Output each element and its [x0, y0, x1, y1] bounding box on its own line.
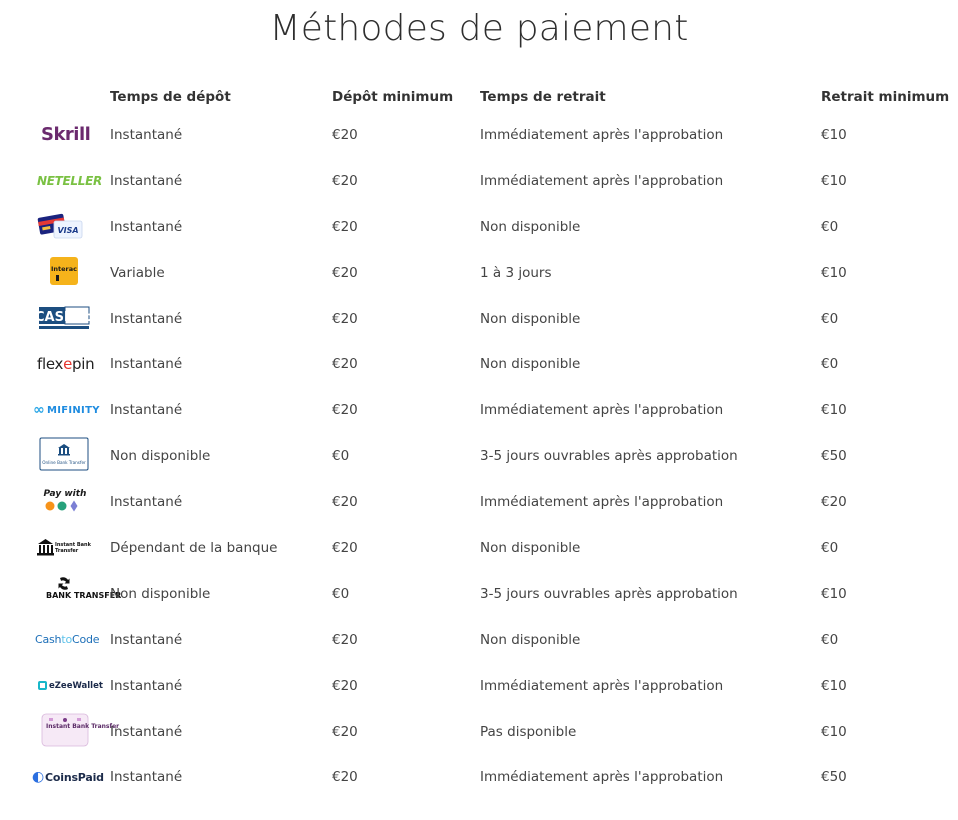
header-logo — [30, 82, 110, 112]
deposit-time-cell: Instantané — [110, 172, 183, 189]
deposit-time-cell: Instantané — [110, 310, 183, 327]
coinspaid-logo-text: CoinsPaid — [45, 770, 104, 784]
logo-cell — [30, 204, 110, 250]
min-deposit-cell: €20 — [332, 218, 358, 235]
min-withdrawal-cell: €50 — [821, 769, 847, 786]
min-deposit-cell: €20 — [332, 494, 358, 511]
interac-badge-icon — [30, 255, 90, 287]
table-row — [30, 617, 950, 663]
min-withdrawal-cell: €10 — [821, 677, 847, 694]
withdrawal-time-cell: Non disponible — [480, 218, 581, 235]
pay-with-text: Pay with — [43, 489, 87, 500]
credit-card-icon — [30, 211, 90, 241]
min-withdrawal-cell: €10 — [821, 723, 847, 740]
withdrawal-time-cell: Immédiatement après l'approbation — [480, 126, 724, 143]
online-bank-transfer-icon — [30, 437, 92, 471]
coinspaid-logo — [30, 760, 104, 794]
table-row — [30, 204, 950, 250]
withdrawal-time-cell: Non disponible — [480, 631, 581, 648]
withdrawal-time-cell: 3-5 jours ouvrables après approbation — [480, 448, 738, 465]
crypto-coins-icon — [30, 486, 92, 516]
min-withdrawal-cell: €0 — [821, 356, 839, 373]
min-deposit-cell: €0 — [332, 448, 350, 465]
mifinity-logo-text: MIFINITY — [46, 404, 100, 416]
flexepin-logo: flex e pin — [37, 355, 95, 374]
payment-methods-table — [30, 82, 950, 800]
table-row — [30, 663, 950, 709]
withdrawal-time-cell: Immédiatement après l'approbation — [480, 172, 724, 189]
deposit-time-cell: Instantané — [110, 723, 183, 740]
min-withdrawal-cell: €50 — [821, 448, 847, 465]
deposit-time-cell: Instantané — [110, 356, 183, 373]
logo-cell — [30, 112, 110, 158]
logo-cell — [30, 250, 110, 296]
table-row — [30, 754, 950, 800]
logo-cell — [30, 387, 110, 433]
min-withdrawal-cell: €10 — [821, 264, 847, 281]
table-row — [30, 571, 950, 617]
interac-logo-text: Interac — [50, 265, 78, 274]
visa-logo-text: VISA — [57, 225, 79, 235]
min-deposit-cell: €20 — [332, 310, 358, 327]
table-row — [30, 158, 950, 204]
deposit-time-cell: Instantané — [110, 494, 183, 511]
min-deposit-cell: €20 — [332, 402, 358, 419]
table-row — [30, 479, 950, 525]
min-deposit-cell: €20 — [332, 539, 358, 556]
cashlib-logo-text: CASHlib — [34, 309, 94, 325]
withdrawal-time-cell: Non disponible — [480, 539, 581, 556]
skrill-logo: Skrill — [41, 124, 91, 146]
withdrawal-time-cell: Immédiatement après l'approbation — [480, 677, 724, 694]
logo-cell — [30, 341, 110, 387]
instant-bank-transfer-text: Instant Bank Transfer — [55, 541, 91, 554]
withdrawal-time-cell: Immédiatement après l'approbation — [480, 769, 724, 786]
cashtocode-logo: Cash to Code — [35, 633, 100, 647]
deposit-time-cell: Instantané — [110, 677, 183, 694]
withdrawal-time-cell: Non disponible — [480, 356, 581, 373]
logo-cell — [30, 296, 110, 342]
logo-cell — [30, 525, 110, 571]
min-deposit-cell: €20 — [332, 769, 358, 786]
min-withdrawal-cell: €10 — [821, 585, 847, 602]
ezeewallet-icon — [38, 681, 47, 690]
min-withdrawal-cell: €20 — [821, 494, 847, 511]
header-min-deposit: Dépôt minimum — [332, 89, 454, 105]
min-withdrawal-cell: €0 — [821, 310, 839, 327]
min-withdrawal-cell: €0 — [821, 539, 839, 556]
bank-building-icon — [30, 536, 96, 560]
withdrawal-time-cell: Non disponible — [480, 310, 581, 327]
deposit-time-cell: Non disponible — [110, 585, 211, 602]
visa-card-logo — [30, 209, 90, 243]
min-deposit-cell: €20 — [332, 677, 358, 694]
table-header-row — [30, 82, 950, 112]
logo-cell — [30, 709, 120, 755]
instant-bank-transfer-logo — [30, 531, 96, 565]
deposit-time-cell: Instantané — [110, 126, 183, 143]
logo-cell — [30, 158, 110, 204]
deposit-time-cell: Variable — [110, 264, 165, 281]
instant-bank-transfer-badge-icon — [30, 713, 120, 747]
withdrawal-time-cell: Immédiatement après l'approbation — [480, 402, 724, 419]
withdrawal-time-cell: Pas disponible — [480, 723, 577, 740]
bank-transfer-arrows-icon — [30, 573, 122, 609]
logo-cell — [30, 433, 110, 479]
min-deposit-cell: €20 — [332, 723, 358, 740]
deposit-time-cell: Instantané — [110, 402, 183, 419]
coinspaid-icon: ◐ — [32, 769, 45, 786]
table-row — [30, 112, 950, 158]
withdrawal-time-cell: 3-5 jours ouvrables après approbation — [480, 585, 738, 602]
pay-with-crypto-logo — [30, 484, 92, 518]
ezeewallet-logo-text: eZeeWallet — [49, 680, 103, 691]
deposit-time-cell: Instantané — [110, 631, 183, 648]
infinity-icon: ∞ — [33, 402, 45, 419]
deposit-time-cell: Instantané — [110, 218, 183, 235]
table-row — [30, 296, 950, 342]
instant-bank-transfer-badge-text: Instant Bank Transfer — [46, 722, 120, 730]
withdrawal-time-cell: Immédiatement après l'approbation — [480, 494, 724, 511]
deposit-time-cell: Dépendant de la banque — [110, 539, 278, 556]
logo-cell — [30, 571, 122, 617]
header-min-withdrawal: Retrait minimum — [821, 89, 950, 105]
ezeewallet-logo — [30, 669, 103, 703]
interac-logo — [30, 254, 90, 288]
withdrawal-time-cell: 1 à 3 jours — [480, 264, 552, 281]
min-deposit-cell: €20 — [332, 631, 358, 648]
min-deposit-cell: €20 — [332, 356, 358, 373]
table-row — [30, 387, 950, 433]
min-deposit-cell: €20 — [332, 126, 358, 143]
header-deposit-time: Temps de dépôt — [110, 89, 231, 105]
table-row — [30, 341, 950, 387]
online-bank-transfer-logo — [30, 437, 92, 471]
deposit-time-cell: Non disponible — [110, 448, 211, 465]
min-withdrawal-cell: €10 — [821, 126, 847, 143]
table-row — [30, 525, 950, 571]
bank-transfer-text: BANK TRANSFER — [46, 591, 122, 601]
table-row — [30, 250, 950, 296]
bank-transfer-logo — [30, 574, 122, 608]
logo-cell — [30, 754, 110, 800]
deposit-time-cell: Instantané — [110, 769, 183, 786]
min-deposit-cell: €0 — [332, 585, 350, 602]
min-deposit-cell: €20 — [332, 264, 358, 281]
min-withdrawal-cell: €10 — [821, 172, 847, 189]
table-row — [30, 433, 950, 479]
min-withdrawal-cell: €0 — [821, 218, 839, 235]
mifinity-logo — [30, 393, 100, 427]
cashlib-logo — [30, 301, 100, 335]
cashlib-badge-icon — [30, 303, 100, 333]
min-deposit-cell: €20 — [332, 172, 358, 189]
page-title: Méthodes de paiement — [269, 8, 689, 49]
instant-bank-transfer-badge-logo — [30, 713, 120, 747]
neteller-logo: NETELLER — [37, 173, 102, 188]
header-withdrawal-time: Temps de retrait — [480, 89, 606, 105]
online-bank-transfer-text: Online Bank Transfer — [42, 460, 86, 466]
logo-cell — [30, 663, 110, 709]
logo-cell — [30, 617, 110, 663]
logo-cell — [30, 479, 110, 525]
min-withdrawal-cell: €0 — [821, 631, 839, 648]
table-row — [30, 709, 950, 755]
min-withdrawal-cell: €10 — [821, 402, 847, 419]
